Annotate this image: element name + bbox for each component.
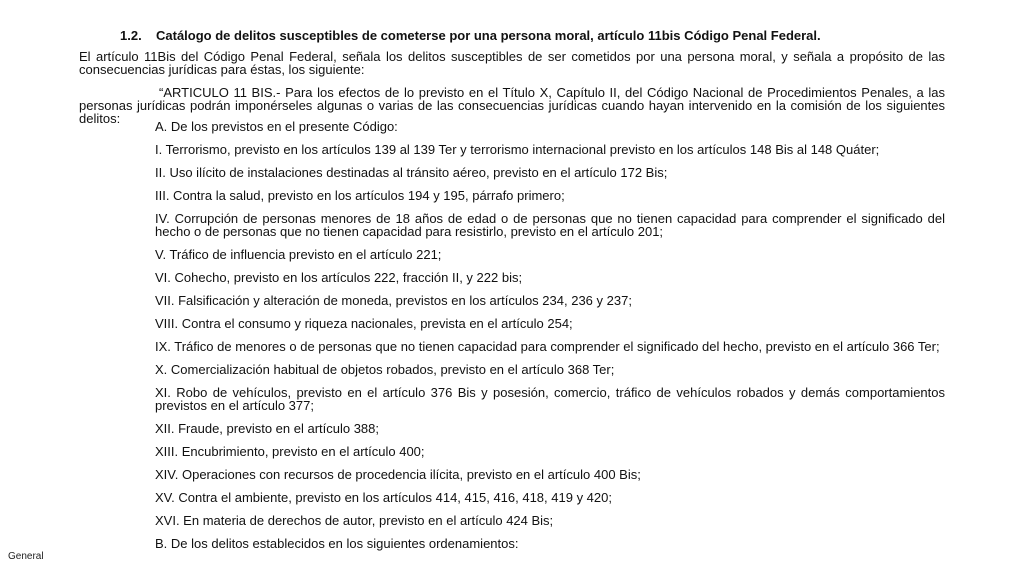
section-number: 1.2. (120, 28, 142, 43)
list-item: XV. Contra el ambiente, previsto en los artículos 414, 415, 416, 418, 419 y 420; (155, 490, 612, 505)
list-item: III. Contra la salud, previsto en los artículos 194 y 195, párrafo primero; (155, 188, 565, 203)
list-item: XII. Fraude, previsto en el artículo 388; (155, 421, 380, 436)
list-item: VIII. Contra el consumo y riqueza nacionales, prevista en el artículo 254; (155, 316, 573, 331)
list-item: VII. Falsificación y alteración de moneda, previstos en los artículos 234, 236 y 237; (155, 293, 632, 308)
list-item: IX. Tráfico de menores o de personas que no tienen capacidad para comprender el significado del hecho, previsto en el artículo 366 Ter; (155, 339, 940, 354)
list-item: XIV. Operaciones con recursos de procedencia ilícita, previsto en el artículo 400 Bis; (155, 467, 641, 482)
list-item: V. Tráfico de influencia previsto en el artículo 221; (155, 247, 442, 262)
list-item: II. Uso ilícito de instalaciones destinadas al tránsito aéreo, previsto en el artículo 172 Bis; (155, 165, 668, 180)
list-item: IV. Corrupción de personas menores de 18 años de edad o de personas que no tienen capacidad para comprender el significado del hecho o de personas que no tienen capacidad para resistirlo, previsto en el artículo 201; (155, 211, 945, 239)
sensitivity-label: General (8, 551, 44, 562)
list-item: B. De los delitos establecidos en los siguientes ordenamientos: (155, 536, 519, 551)
list-item: I. Terrorismo, previsto en los artículos 139 al 139 Ter y terrorismo internacional previsto en los artículos 148 Bis al 148 Quáter; (155, 142, 880, 157)
list-item: A. De los previstos en el presente Código: (155, 119, 398, 134)
section-title: Catálogo de delitos susceptibles de cometerse por una persona moral, artículo 11bis Código Penal Federal. (156, 28, 821, 43)
list-item: VI. Cohecho, previsto en los artículos 222, fracción II, y 222 bis; (155, 270, 523, 285)
list-item: XIII. Encubrimiento, previsto en el artículo 400; (155, 444, 425, 459)
offense-list (155, 120, 945, 560)
section-heading (120, 28, 980, 44)
article-quote-paragraph: “ARTICULO 11 BIS.- Para los efectos de lo previsto en el Título X, Capítulo II, del Código Nacional de Procedimientos Penales, a las personas jurídicas podrán imponérseles algunas o varias de las consecuencias jurídicas cuando hayan intervenido en la comisión de los siguientes delitos: (79, 85, 945, 126)
list-item: XI. Robo de vehículos, previsto en el artículo 376 Bis y posesión, comercio, tráfico de vehículos robados y demás comportamientos previstos en el artículo 377; (155, 385, 945, 413)
list-item: XVI. En materia de derechos de autor, previsto en el artículo 424 Bis; (155, 513, 554, 528)
list-item: X. Comercialización habitual de objetos robados, previsto en el artículo 368 Ter; (155, 362, 615, 377)
intro-paragraph: El artículo 11Bis del Código Penal Federal, señala los delitos susceptibles de ser cometidos por una persona moral, y señala a propósito de las consecuencias jurídicas para éstas, los siguiente: (79, 49, 945, 77)
